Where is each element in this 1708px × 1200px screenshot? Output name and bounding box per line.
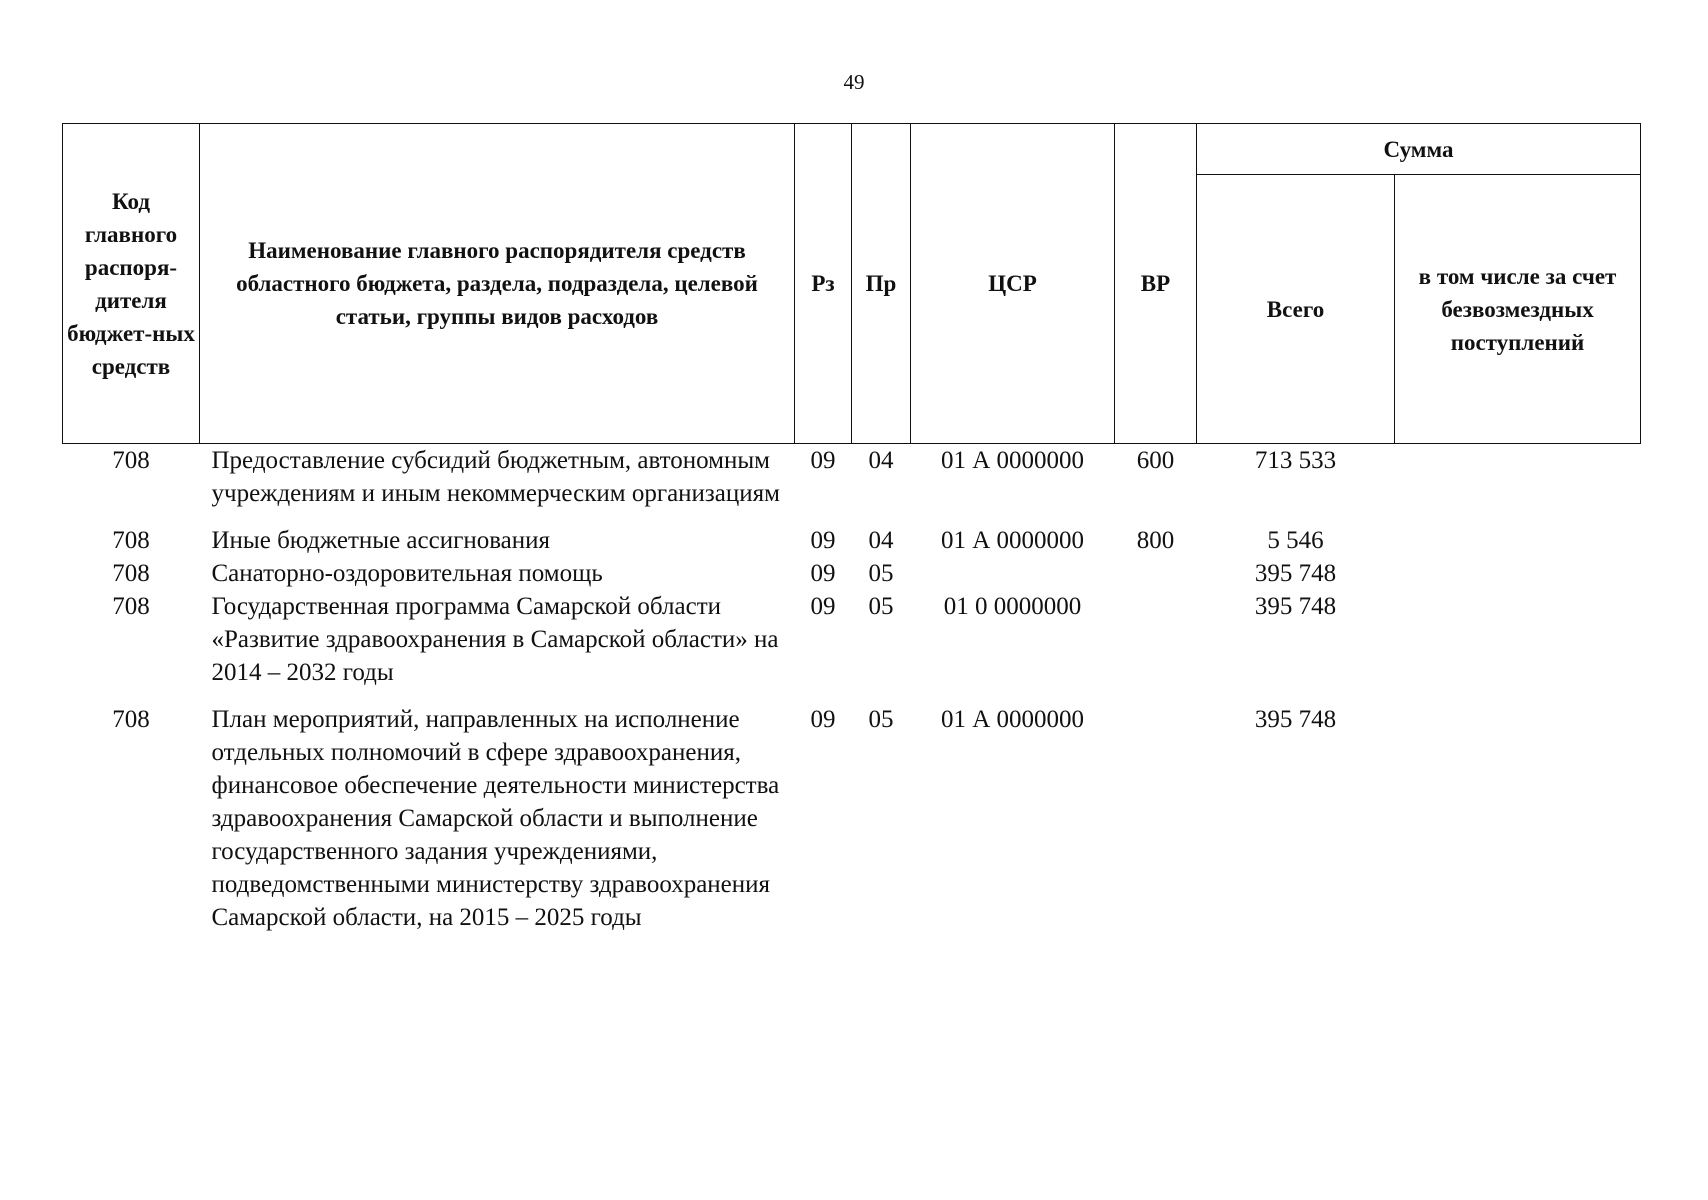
row-pr: 05: [868, 706, 894, 733]
row-grants: [1395, 703, 1641, 934]
header-pr: Пр: [852, 124, 911, 444]
row-total: 395 748: [1254, 706, 1337, 733]
row-code: 708: [112, 593, 150, 620]
header-name: Наименование главного распорядителя средств областного бюджета, раздела, подраздела, целевой статьи, группы видов расходов: [200, 124, 795, 444]
row-pr: 05: [868, 560, 894, 587]
header-csr: ЦСР: [911, 124, 1115, 444]
row-pr: 05: [868, 593, 894, 620]
row-code: 708: [112, 560, 150, 587]
header-sum: Сумма: [1197, 124, 1641, 175]
header-grants: в том числе за счет безвозмездных поступлений: [1395, 175, 1641, 444]
header-total: Всего: [1197, 175, 1395, 444]
row-csr: 01 А 0000000: [940, 527, 1085, 554]
row-pr: 04: [868, 527, 894, 554]
row-total: 713 533: [1254, 447, 1337, 474]
row-total: 395 748: [1254, 560, 1337, 587]
row-csr: 01 А 0000000: [940, 447, 1085, 474]
table-row: [63, 590, 1641, 703]
header-rz: Рз: [795, 124, 852, 444]
row-vr: [1115, 703, 1197, 934]
row-csr: 01 0 0000000: [943, 593, 1082, 620]
row-csr: [911, 557, 1115, 590]
row-name: Государственная программа Самарской области «Развитие здравоохранения в Самарской области» на 2014 – 2032 годы: [211, 593, 779, 686]
row-vr: [1115, 557, 1197, 590]
row-name: План мероприятий, направленных на исполнение отдельных полномочий в сфере здравоохранения, финансовое обеспечение деятельности министерства здравоохранения Самарской области и выполнение государственного задания учреждениями, подведомственными министерству здравоохранения Самарской области, на 2015 – 2025 годы: [211, 706, 780, 931]
row-code: 708: [112, 527, 150, 554]
row-code: 708: [112, 706, 150, 733]
row-code: 708: [112, 447, 150, 474]
page-number: 49: [843, 70, 865, 94]
row-rz: 09: [810, 706, 836, 733]
row-name: Предоставление субсидий бюджетным, автономным учреждениям и иным некоммерческим организациям: [211, 447, 780, 507]
budget-table: [62, 123, 1641, 934]
row-grants: [1395, 444, 1641, 525]
table-row: [63, 524, 1641, 557]
header-vr: ВР: [1115, 124, 1197, 444]
row-name: Санаторно-оздоровительная помощь: [211, 560, 603, 587]
row-vr: 600: [1136, 447, 1175, 474]
row-name: Иные бюджетные ассигнования: [211, 527, 551, 554]
row-grants: [1395, 557, 1641, 590]
row-vr: [1115, 590, 1197, 703]
row-grants: [1395, 524, 1641, 557]
row-pr: 04: [868, 447, 894, 474]
table-row: [63, 703, 1641, 934]
row-total: 5 546: [1267, 527, 1324, 554]
row-grants: [1395, 590, 1641, 703]
header-code: Код главного распоря-дителя бюджет-ных средств: [63, 124, 200, 444]
row-rz: 09: [810, 593, 836, 620]
row-rz: 09: [810, 447, 836, 474]
row-rz: 09: [810, 560, 836, 587]
row-rz: 09: [810, 527, 836, 554]
row-csr: 01 А 0000000: [940, 706, 1085, 733]
row-vr: 800: [1136, 527, 1175, 554]
row-total: 395 748: [1254, 593, 1337, 620]
table-row: [63, 557, 1641, 590]
table-row: [63, 444, 1641, 525]
